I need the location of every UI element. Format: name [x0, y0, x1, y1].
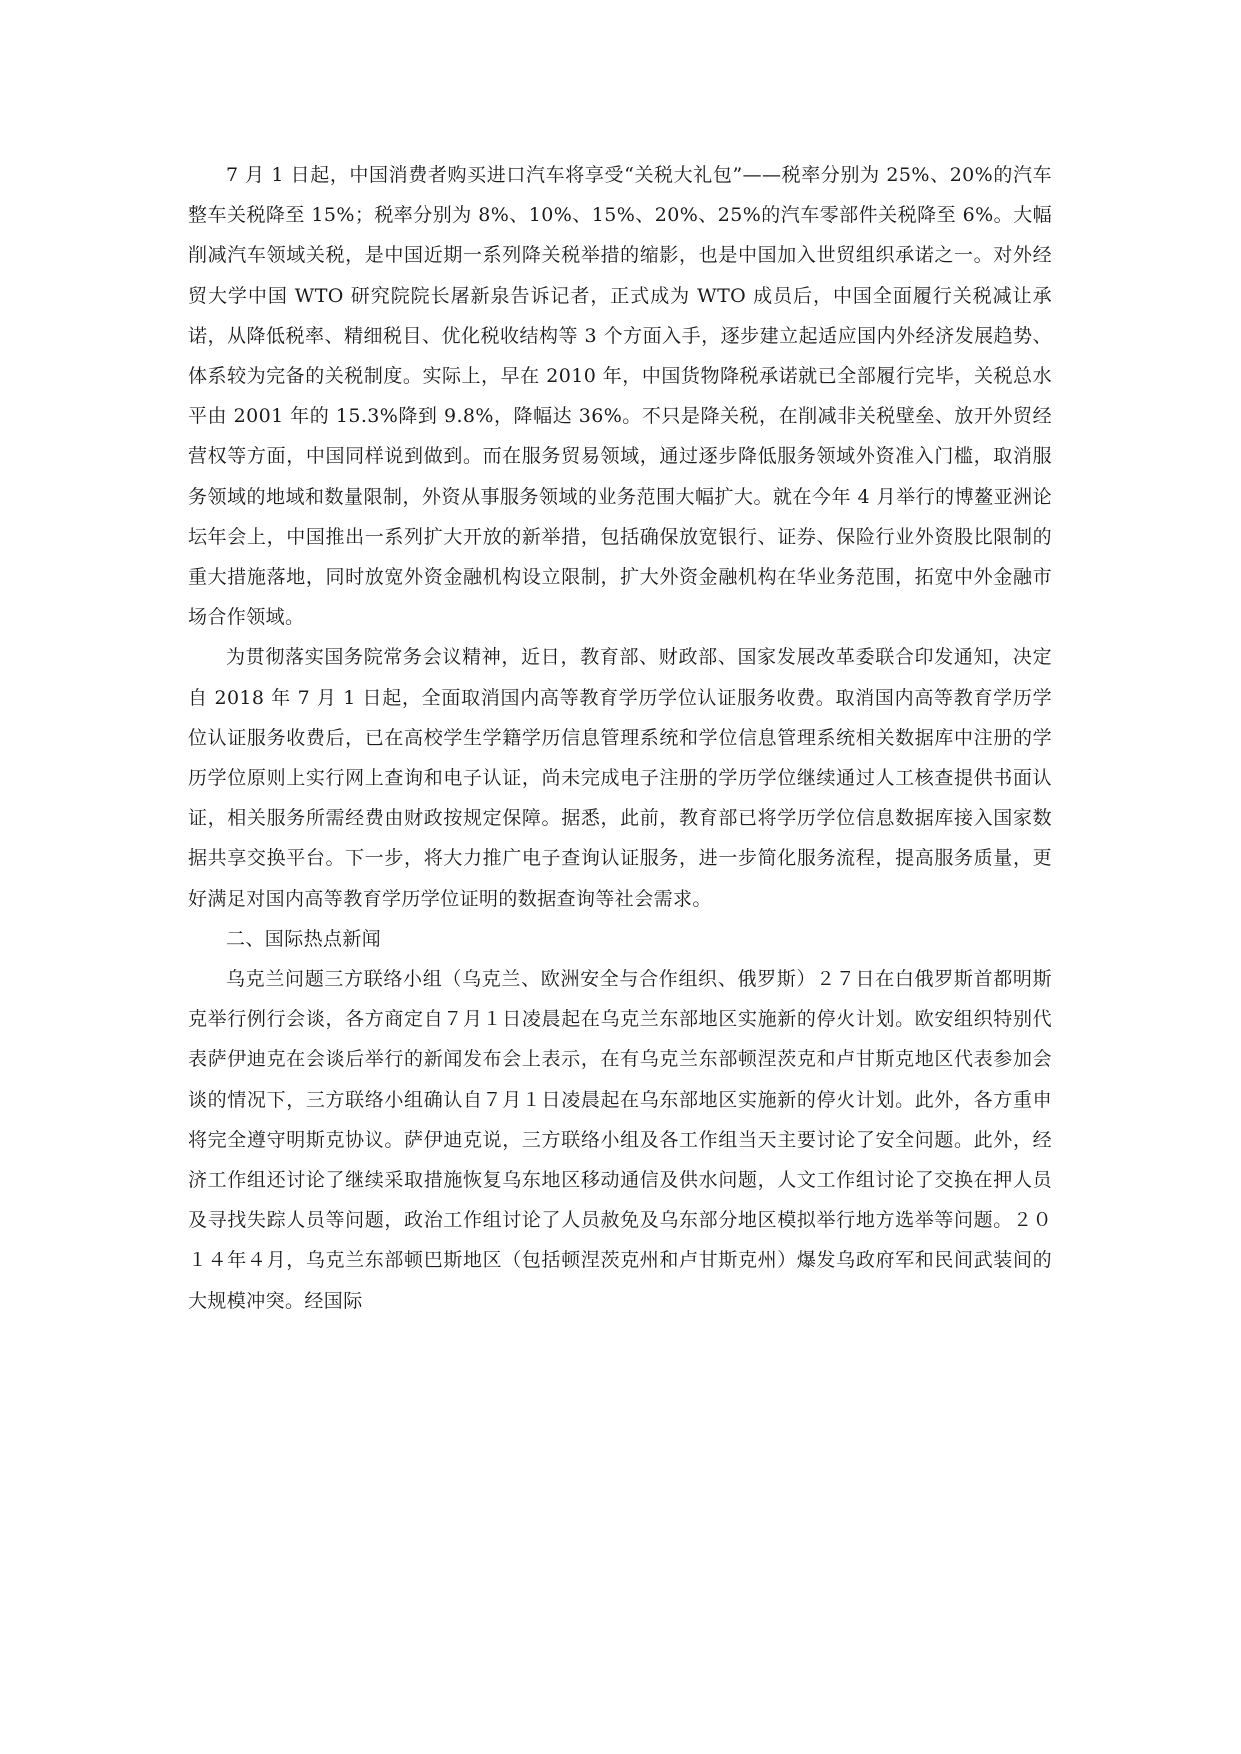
section-heading: 二、国际热点新闻: [226, 927, 382, 950]
document-body: [188, 155, 1052, 1321]
paragraph-auto-tariffs: 7 月 1 日起，中国消费者购买进口汽车将享受“关税大礼包”——税率分别为 25%、20%的汽车整车关税降至 15%；税率分别为 8%、10%、15%、20%、25%的汽车零部件关税降至 6%。大幅削减汽车领域关税，是中国近期一系列降关税举措的缩影，也是中国加入世贸组织承诺之一。对外经贸大学中国 WTO 研究院院长屠新泉告诉记者，正式成为 WTO 成员后，中国全面履行关税减让承诺，从降低税率、精细税目、优化税收结构等 3 个方面入手，逐步建立起适应国内外经济发展趋势、体系较为完备的关税制度。实际上，早在 2010 年，中国货物降税承诺就已全部履行完毕，关税总水平由 2001 年的 15.3%降到 9.8%，降幅达 36%。不只是降关税，在削减非关税壁垒、放开外贸经营权等方面，中国同样说到做到。而在服务贸易领域，通过逐步降低服务领域外资准入门槛，取消服务领域的地域和数量限制，外资从事服务领域的业务范围大幅扩大。就在今年 4 月举行的博鳌亚洲论坛年会上，中国推出一系列扩大开放的新举措，包括确保放宽银行、证券、保险行业外资股比限制的重大措施落地，同时放宽外资金融机构设立限制，扩大外资金融机构在华业务范围，拓宽中外金融市场合作领域。: [188, 164, 1052, 629]
paragraph-ukraine: 乌克兰问题三方联络小组（乌克兰、欧洲安全与合作组织、俄罗斯）２７日在白俄罗斯首都明斯克举行例行会谈，各方商定自７月１日凌晨起在乌克兰东部地区实施新的停火计划。欧安组织特别代表萨伊迪克在会谈后举行的新闻发布会上表示，在有乌克兰东部顿涅茨克和卢甘斯克地区代表参加会谈的情况下，三方联络小组确认自７月１日凌晨起在乌东部地区实施新的停火计划。此外，各方重申将完全遵守明斯克协议。萨伊迪克说，三方联络小组及各工作组当天主要讨论了安全问题。此外，经济工作组还讨论了继续采取措施恢复乌东地区移动通信及供水问题，人文工作组讨论了交换在押人员及寻找失踪人员等问题，政治工作组讨论了人员赦免及乌东部分地区模拟举行地方选举等问题。２０１４年４月，乌克兰东部顿巴斯地区（包括顿涅茨克州和卢甘斯克州）爆发乌政府军和民间武装间的大规模冲突。经国际: [188, 968, 1052, 1312]
paragraph-education-fees: 为贯彻落实国务院常务会议精神，近日，教育部、财政部、国家发展改革委联合印发通知，决定自 2018 年 7 月 1 日起，全面取消国内高等教育学历学位认证服务收费。取消国内高等教育学历学位认证服务收费后，已在高校学生学籍学历信息管理系统和学位信息管理系统相关数据库中注册的学历学位原则上实行网上查询和电子认证，尚未完成电子注册的学历学位继续通过人工核查提供书面认证，相关服务所需经费由财政按规定保障。据悉，此前，教育部已将学历学位信息数据库接入国家数据共享交换平台。下一步，将大力推广电子查询认证服务，进一步简化服务流程，提高服务质量，更好满足对国内高等教育学历学位证明的数据查询等社会需求。: [188, 646, 1052, 910]
